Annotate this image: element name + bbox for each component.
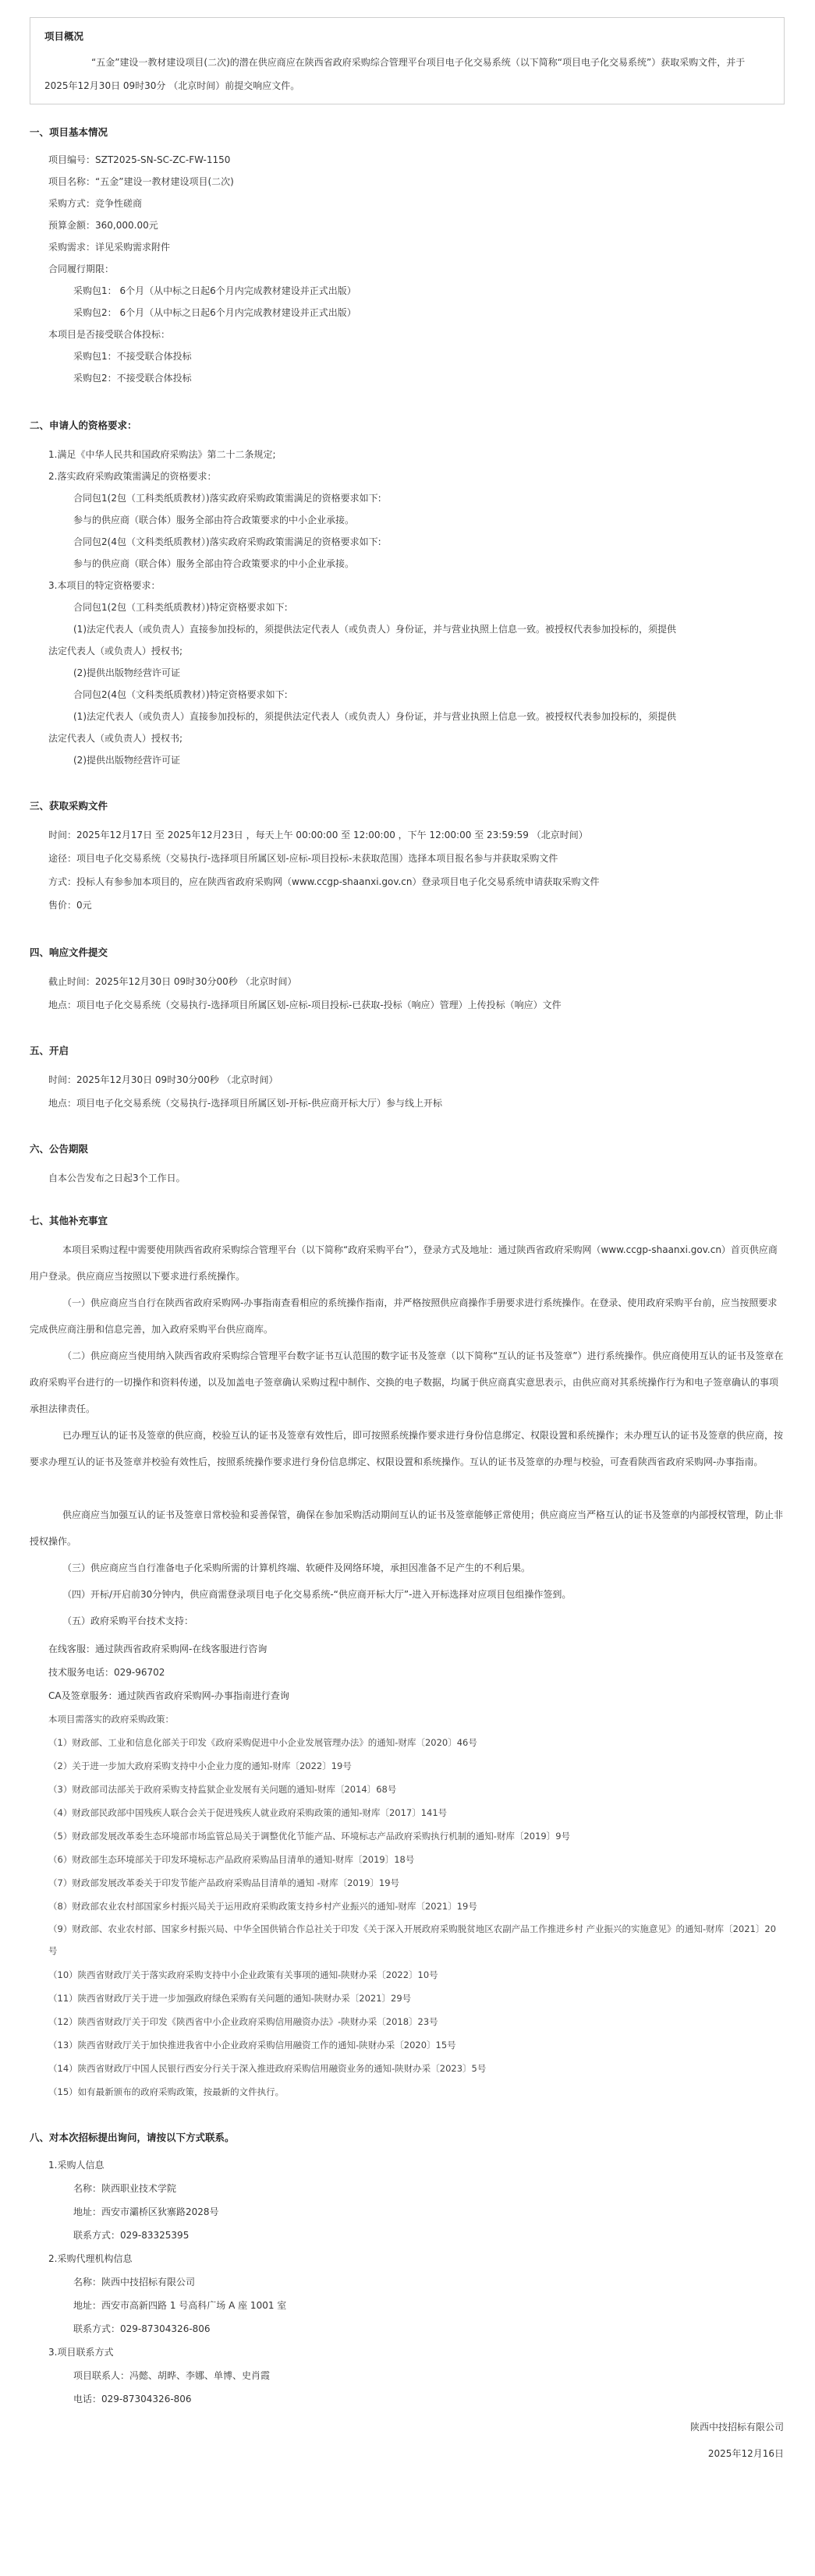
ca-service-label: CA及签章服务：: [48, 1690, 118, 1701]
open-time-row: [48, 1071, 278, 1088]
obtain-time-row: [48, 826, 588, 844]
qualification-line: 合同包1(2包（工科类纸质教材）)特定资格要求如下:: [73, 602, 288, 613]
budget-label: 预算金额：: [48, 220, 96, 231]
obtain-time-label: 时间：: [48, 830, 77, 840]
policy-item: （6）财政部生态环境部关于印发环境标志产品政府采购品目清单的通知-财库〔2019〕18号: [48, 1854, 415, 1865]
obtain-way-label: 方式：: [48, 876, 77, 887]
qualification-line: 3.本项目的特定资格要求：: [48, 580, 161, 591]
policy-item: （4）财政部民政部中国残疾人联合会关于促进残疾人就业政府采购政策的通知-财库〔2017〕141号: [48, 1807, 448, 1818]
agent-address-row: [73, 2297, 286, 2314]
buyer-address-row: [73, 2203, 219, 2220]
policy-item: （11）陕西省财政厅关于进一步加强政府绿色采购有关问题的通知-陕财办采〔2021〕29号: [48, 1993, 412, 2004]
contract-package-1: 采购包1： 6个月（从中标之日起6个月内完成教材建设并正式出版）: [73, 285, 356, 296]
buyer-phone-row: [73, 2227, 189, 2244]
section-3-heading: 三、获取采购文件: [30, 800, 108, 812]
obtain-place-row: [48, 850, 558, 867]
contact-phone-row: [73, 2390, 192, 2408]
agent-info-title: 2.采购代理机构信息: [48, 2253, 133, 2264]
qualification-line: (2)提供出版物经营许可证: [73, 667, 180, 678]
consortium-package-2: 采购包2：不接受联合体投标: [73, 373, 192, 384]
policy-item: （15）如有最新颁布的政府采购政策，按最新的文件执行。: [48, 2086, 285, 2097]
section-1-heading: 一、项目基本情况: [30, 126, 108, 138]
qualification-line: 合同包2(4包（文科类纸质教材）)落实政府采购政策需满足的资格要求如下:: [73, 536, 381, 547]
policy-item: （3）财政部司法部关于政府采购支持监狱企业发展有关问题的通知-财库〔2014〕68号: [48, 1784, 397, 1795]
supplement-paragraph: （三）供应商应当自行准备电子化采购所需的计算机终端、软硬件及网络环境，承担因准备不足产生的不利后果。: [62, 1562, 531, 1573]
open-place-value: 项目电子化交易系统（交易执行-选择项目所属区划-开标-供应商开标大厅）参与线上开标: [76, 1098, 443, 1109]
policy-item: （13）陕西省财政厅关于加快推进我省中小企业政府采购信用融资工作的通知-陕财办采〔2020〕15号: [48, 2040, 456, 2051]
qualification-line: (1)法定代表人（或负责人）直接参加投标的，须提供法定代表人（或负责人）身份证，并与营业执照上信息一致。被授权代表参加投标的，须提供: [73, 711, 677, 722]
project-no-value: SZT2025-SN-SC-ZC-FW-1150: [95, 154, 231, 165]
tech-support-label: 技术服务电话：: [48, 1667, 115, 1678]
consortium-label: 本项目是否接受联合体投标：: [48, 329, 171, 340]
policy-item: （12）陕西省财政厅关于印发《陕西省中小企业政府采购信用融资办法》-陕财办采〔2018〕23号: [48, 2016, 438, 2027]
buyer-phone-label: 联系方式：: [73, 2230, 121, 2241]
supplement-paragraph: （四）开标/开启前30分钟内，供应商需登录项目电子化交易系统-“供应商开标大厅”-进入开标选择对应项目包组操作签到。: [62, 1589, 572, 1600]
buyer-phone-value: 029-83325395: [120, 2230, 190, 2241]
section-2-heading: 二、申请人的资格要求：: [30, 419, 137, 431]
need-label: 采购需求：: [48, 242, 96, 253]
agent-address-label: 地址：: [73, 2300, 102, 2311]
submit-place-label: 地点：: [48, 1000, 77, 1010]
policy-item: （1）财政部、工业和信息化部关于印发《政府采购促进中小企业发展管理办法》的通知-财库〔2020〕46号: [48, 1737, 477, 1748]
hotline-row: [48, 1640, 267, 1658]
budget-row: [48, 217, 158, 234]
overview-title: 项目概况: [44, 30, 84, 42]
supplement-paragraph: 供应商应当加强互认的证书及签章日常校验和妥善保管，确保在参加采购活动期间互认的证书及签章能够正常使用；供应商应当严格互认的证书及签章的内部授权管理，防止非授权操作。: [30, 1509, 784, 1547]
buyer-address-label: 地址：: [73, 2206, 102, 2217]
agent-name-row: [73, 2273, 195, 2291]
obtain-price-label: 售价：: [48, 900, 77, 911]
project-no-row: [48, 151, 230, 168]
qualification-line: 合同包1(2包（工科类纸质教材）)落实政府采购政策需满足的资格要求如下:: [73, 493, 381, 504]
submit-deadline-row: [48, 973, 297, 990]
buyer-info-title: 1.采购人信息: [48, 2160, 105, 2171]
contact-people-value: 冯懿、胡晔、李娜、单博、史肖霞: [129, 2370, 271, 2381]
section-7-heading: 七、其他补充事宜: [30, 1215, 108, 1226]
policy-item: （5）财政部发展改革委生态环境部市场监管总局关于调整优化节能产品、环境标志产品政府采购执行机制的通知-财库〔2019〕9号: [48, 1831, 571, 1842]
open-place-row: [48, 1095, 442, 1112]
signature-date: 2025年12月16日: [707, 2448, 784, 2459]
qualification-line: 合同包2(4包（文科类纸质教材）)特定资格要求如下:: [73, 689, 288, 700]
need-value: 详见采购需求附件: [95, 242, 171, 253]
agent-phone-value: 029-87304326-806: [120, 2323, 211, 2334]
budget-value: 360,000.00元: [95, 220, 158, 231]
contract-label: 合同履行期限：: [48, 264, 115, 274]
policy-item: （10）陕西省财政厅关于落实政府采购支持中小企业政策有关事项的通知-陕财办采〔2022〕10号: [48, 1969, 438, 1980]
supplement-paragraph: （一）供应商应当自行在陕西省政府采购网-办事指南查看相应的系统操作指南，并严格按照供应商操作手册要求进行系统操作。在登录、使用政府采购平台前，应当按照要求完成供应商注册和信息完善，加入政府采购平台供应商库。: [30, 1297, 778, 1335]
agent-phone-label: 联系方式：: [73, 2323, 121, 2334]
buyer-name-value: 陕西职业技术学院: [101, 2183, 177, 2194]
project-name-label: 项目名称：: [48, 176, 96, 187]
ca-service-value: 通过陕西省政府采购网-办事指南进行查询: [117, 1690, 289, 1701]
obtain-price-row: [48, 897, 92, 914]
agent-phone-row: [73, 2320, 211, 2337]
overview-body: “五金”建设一教材建设项目(二次)的潜在供应商应在陕西省政府采购综合管理平台项目电子化交易系统（以下简称“项目电子化交易系统”）获取采购文件，并于 2025年12月30日 09时30分 （北京时间）前提交响应文件。: [44, 57, 746, 91]
hotline-value: 通过陕西省政府采购网-在线客服进行咨询: [95, 1644, 268, 1654]
qualification-line: 法定代表人（或负责人）授权书;: [48, 733, 183, 744]
contact-people-label: 项目联系人：: [73, 2370, 130, 2381]
method-label: 采购方式：: [48, 198, 96, 209]
obtain-place-label: 途径：: [48, 853, 77, 864]
obtain-price-value: 0元: [76, 900, 92, 911]
obtain-time-value: 2025年12月17日 至 2025年12月23日 ，每天上午 00:00:00 至 12:00:00 ，下午 12:00:00 至 23:59:59 （北京时间）: [76, 830, 588, 840]
obtain-place-value: 项目电子化交易系统（交易执行-选择项目所属区划-应标-项目投标-未获取范围）选择本项目报名参与并获取采购文件: [76, 853, 558, 864]
contact-people-row: [73, 2367, 270, 2384]
contact-phone-value: 029-87304326-806: [101, 2394, 192, 2404]
supplement-paragraph: （五）政府采购平台技术支持：: [62, 1615, 194, 1626]
submit-deadline-value: 2025年12月30日 09时30分00秒 （北京时间）: [95, 976, 297, 987]
policy-item: （7）财政部发展改革委关于印发节能产品政府采购品目清单的通知 -财库〔2019〕19号: [48, 1877, 400, 1888]
qualification-line: 参与的供应商（联合体）服务全部由符合政策要求的中小企业承接。: [73, 515, 355, 525]
agent-name-label: 名称：: [73, 2277, 102, 2288]
section-8-heading: 八、对本次招标提出询问，请按以下方式联系。: [30, 2132, 235, 2143]
tech-support-row: [48, 1664, 165, 1681]
consortium-package-1: 采购包1：不接受联合体投标: [73, 351, 192, 362]
supplement-paragraph: （二）供应商应当使用纳入陕西省政府采购综合管理平台数字证书互认范围的数字证书及签章（以下简称“互认的证书及签章”）进行系统操作。供应商使用互认的证书及签章在政府采购平台进行的一切操作和资料传递，以及加盖电子签章确认采购过程中制作、交换的电子数据，均属于供应商真实意思表示，由供应商对其系统操作行为和电子签章确认的事项承担法律责任。: [30, 1350, 784, 1414]
obtain-way-row: [48, 873, 600, 890]
project-name-value: “五金”建设一教材建设项目(二次): [95, 176, 234, 187]
open-place-label: 地点：: [48, 1098, 77, 1109]
section-4-heading: 四、响应文件提交: [30, 947, 108, 958]
policy-item: （2）关于进一步加大政府采购支持中小企业力度的通知-财库〔2022〕19号: [48, 1760, 352, 1771]
policy-item: （14）陕西省财政厅中国人民银行西安分行关于深入推进政府采购信用融资业务的通知-陕财办采〔2023〕5号: [48, 2063, 487, 2074]
qualification-line: (2)提供出版物经营许可证: [73, 755, 180, 766]
section-6-heading: 六、公告期限: [30, 1143, 89, 1155]
open-time-value: 2025年12月30日 09时30分00秒 （北京时间）: [76, 1074, 278, 1085]
submit-deadline-label: 截止时间：: [48, 976, 96, 987]
hotline-label: 在线客服：: [48, 1644, 96, 1654]
submit-place-value: 项目电子化交易系统（交易执行-选择项目所属区划-应标-项目投标-已获取-投标（响应）管理）上传投标（响应）文件: [76, 1000, 562, 1010]
submit-place-row: [48, 996, 562, 1014]
overview-box: [30, 17, 785, 104]
signature-org: 陕西中技招标有限公司: [689, 2422, 784, 2433]
qualification-line: 参与的供应商（联合体）服务全部由符合政策要求的中小企业承接。: [73, 558, 355, 569]
need-row: [48, 239, 170, 256]
buyer-address-value: 西安市灞桥区狄寨路2028号: [101, 2206, 219, 2217]
policy-item: （9）财政部、农业农村部、国家乡村振兴局、中华全国供销合作总社关于印发《关于深入开展政府采购脱贫地区农副产品工作推进乡村 产业振兴的实施意见》的通知-财库〔2021〕20号: [48, 1923, 777, 1956]
tech-support-value: 029-96702: [114, 1667, 165, 1678]
qualification-line: 2.落实政府采购政策需满足的资格要求：: [48, 471, 217, 482]
section-5-heading: 五、开启: [30, 1045, 69, 1056]
buyer-name-label: 名称：: [73, 2183, 102, 2194]
supplement-paragraph: 已办理互认的证书及签章的供应商，校验互认的证书及签章有效性后，即可按照系统操作要求进行身份信息绑定、权限设置和系统操作；未办理互认的证书及签章的供应商，按要求办理互认的证书及签章并校验有效性后，按照系统操作要求进行身份信息绑定、权限设置和系统操作。互认的证书及签章的办理与校验，可查看陕西省政府采购网-办事指南。: [30, 1430, 784, 1467]
policy-item: （8）财政部农业农村部国家乡村振兴局关于运用政府采购政策支持乡村产业振兴的通知-财库〔2021〕19号: [48, 1901, 477, 1912]
agent-name-value: 陕西中技招标有限公司: [101, 2277, 196, 2288]
qualification-line: 1.满足《中华人民共和国政府采购法》第二十二条规定;: [48, 449, 276, 460]
open-time-label: 时间：: [48, 1074, 77, 1085]
method-value: 竞争性磋商: [95, 198, 143, 209]
policy-intro: 本项目需落实的政府采购政策：: [48, 1714, 174, 1725]
project-contact-title: 3.项目联系方式: [48, 2347, 114, 2358]
agent-address-value: 西安市高新四路 1 号高科广场 A 座 1001 室: [101, 2300, 287, 2311]
project-no-label: 项目编号：: [48, 154, 96, 165]
method-row: [48, 195, 142, 212]
contract-package-2: 采购包2： 6个月（从中标之日起6个月内完成教材建设并正式出版）: [73, 307, 356, 318]
supplement-paragraph: 本项目采购过程中需要使用陕西省政府采购综合管理平台（以下简称“政府采购平台”），登录方式及地址：通过陕西省政府采购网（www.ccgp-shaanxi.gov.cn）首页供应商用户登录。供应商应当按照以下要求进行系统操作。: [30, 1244, 778, 1282]
qualification-line: (1)法定代表人（或负责人）直接参加投标的，须提供法定代表人（或负责人）身份证，并与营业执照上信息一致。被授权代表参加投标的，须提供: [73, 624, 677, 635]
obtain-way-value: 投标人有参参加本项目的，应在陕西省政府采购网（www.ccgp-shaanxi.gov.cn）登录项目电子化交易系统申请获取采购文件: [76, 876, 600, 887]
contact-phone-label: 电话：: [73, 2394, 102, 2404]
qualification-line: 法定代表人（或负责人）授权书;: [48, 646, 183, 656]
buyer-name-row: [73, 2180, 176, 2197]
notice-period-text: 自本公告发布之日起3个工作日。: [48, 1173, 186, 1184]
ca-service-row: [48, 1687, 289, 1704]
project-name-row: [48, 173, 234, 190]
